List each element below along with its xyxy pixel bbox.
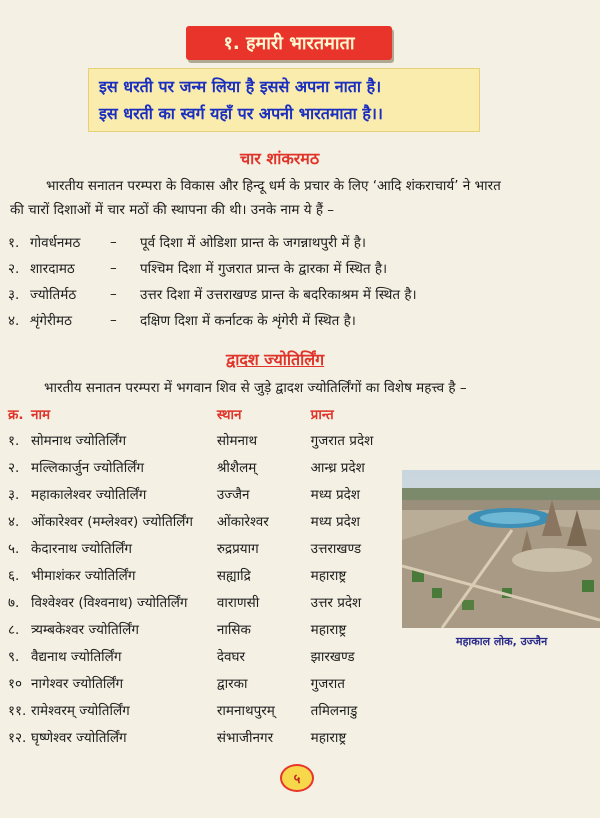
row-number: ११. xyxy=(8,702,27,719)
row-state: उत्तर प्रदेश xyxy=(310,594,362,611)
row-number: ७. xyxy=(8,594,20,611)
row-name: विश्वेश्वर (विश्वनाथ) ज्योतिर्लिंग xyxy=(31,594,188,611)
math-number: १. xyxy=(8,235,20,251)
math-item xyxy=(8,307,588,333)
row-state: मध्य प्रदेश xyxy=(310,513,360,530)
section2-intro: भारतीय सनातन परम्परा में भगवान शिव से जुड़े द्वादश ज्योतिर्लिंगों का विशेष महत्त्व है – xyxy=(44,380,467,396)
math-dash: – xyxy=(110,312,117,328)
math-name: शारदामठ xyxy=(30,261,75,277)
row-state: महाराष्ट्र xyxy=(310,567,347,584)
math-item xyxy=(8,255,588,281)
row-state: आन्ध्र प्रदेश xyxy=(310,459,365,476)
table-row xyxy=(8,588,408,615)
table-row xyxy=(8,669,408,696)
section-heading-char-shankarmath: चार शांकरमठ xyxy=(240,149,320,168)
jyotirling-table xyxy=(8,402,408,750)
poem-line-1: इस धरती पर जन्म लिया है इससे अपना नाता है। xyxy=(99,77,382,96)
math-dash: – xyxy=(110,286,117,302)
row-number: २. xyxy=(8,459,20,476)
chapter-title: १. हमारी भारतमाता xyxy=(186,26,392,60)
math-name: गोवर्धनमठ xyxy=(30,235,81,251)
math-item xyxy=(8,281,588,307)
row-place: श्रीशैलम् xyxy=(216,459,257,476)
row-state: उत्तराखण्ड xyxy=(310,540,362,557)
section1-intro-line-1: भारतीय सनातन परम्परा के विकास और हिन्दू धर्म के प्रचार के लिए ‘आदि शंकराचार्य’ ने भारत xyxy=(46,178,501,194)
row-state: महाराष्ट्र xyxy=(310,621,347,638)
row-state: गुजरात xyxy=(310,675,346,692)
row-number: १. xyxy=(8,432,20,449)
page-number: ५ xyxy=(280,764,314,792)
row-name: ओंकारेश्वर (मम्लेश्वर) ज्योतिर्लिंग xyxy=(31,513,194,530)
row-place: संभाजीनगर xyxy=(216,729,274,746)
table-row xyxy=(8,534,408,561)
table-row xyxy=(8,723,408,750)
table-row xyxy=(8,507,408,534)
row-place: रामनाथपुरम् xyxy=(216,702,275,719)
section-heading-dwadash-jyotirling: द्वादश ज्योतिर्लिंग xyxy=(226,350,325,369)
row-state: तमिलनाडु xyxy=(310,702,358,719)
row-name: घृष्णेश्वर ज्योतिर्लिंग xyxy=(31,729,127,746)
math-description: पूर्व दिशा में ओडिशा प्रान्त के जगन्नाथपुरी में है। xyxy=(140,235,367,251)
math-description: उत्तर दिशा में उत्तराखण्ड प्रान्त के बदरिकाश्रम में स्थित है। xyxy=(140,287,417,303)
row-name: मल्लिकार्जुन ज्योतिर्लिंग xyxy=(31,459,144,476)
table-row xyxy=(8,480,408,507)
math-item xyxy=(8,229,588,255)
table-row xyxy=(8,642,408,669)
table-row xyxy=(8,615,408,642)
math-dash: – xyxy=(110,260,117,276)
row-number: १२. xyxy=(8,729,27,746)
math-number: ४. xyxy=(8,313,20,329)
row-name: नागेश्वर ज्योतिर्लिंग xyxy=(31,675,124,692)
row-place: ओंकारेश्वर xyxy=(216,513,269,530)
math-number: २. xyxy=(8,261,20,277)
row-number: १० xyxy=(8,675,23,692)
row-number: ९. xyxy=(8,648,20,665)
table-header xyxy=(8,402,408,426)
section1-intro-line-2: की चारों दिशाओं में चार मठों की स्थापना की थी। उनके नाम ये हैं – xyxy=(10,202,335,218)
row-place: द्वारका xyxy=(216,675,248,692)
math-description: पश्चिम दिशा में गुजरात प्रान्त के द्वारका में स्थित है। xyxy=(140,261,388,277)
header-number: क्र. xyxy=(8,407,24,423)
row-place: उज्जैन xyxy=(216,486,250,503)
row-place: रुद्रप्रयाग xyxy=(216,540,259,557)
table-row xyxy=(8,696,408,723)
math-name: शृंगेरीमठ xyxy=(30,313,72,329)
row-place: देवघर xyxy=(216,648,246,665)
poem-box xyxy=(88,68,480,132)
row-name: वैद्यनाथ ज्योतिर्लिंग xyxy=(31,648,122,665)
poem-line-2: इस धरती का स्वर्ग यहाँ पर अपनी भारतमाता है।। xyxy=(99,104,383,123)
table-row xyxy=(8,426,408,453)
photo-caption: महाकाल लोक, उज्जैन xyxy=(456,635,548,648)
row-number: ३. xyxy=(8,486,20,503)
header-place: स्थान xyxy=(216,407,242,423)
row-name: सोमनाथ ज्योतिर्लिंग xyxy=(31,432,127,449)
section1-intro xyxy=(10,174,590,222)
row-number: ८. xyxy=(8,621,20,638)
row-name: महाकालेश्वर ज्योतिर्लिंग xyxy=(31,486,147,503)
row-name: रामेश्वरम् ज्योतिर्लिंग xyxy=(31,702,130,719)
row-place: सह्याद्रि xyxy=(216,567,251,584)
header-state: प्रान्त xyxy=(310,407,334,423)
row-place: सोमनाथ xyxy=(216,432,258,449)
row-number: ५. xyxy=(8,540,20,557)
row-place: नासिक xyxy=(216,621,251,638)
row-state: गुजरात प्रदेश xyxy=(310,432,374,449)
math-name: ज्योतिर्मठ xyxy=(30,287,77,303)
row-name: भीमाशंकर ज्योतिर्लिंग xyxy=(31,567,136,584)
row-name: केदारनाथ ज्योतिर्लिंग xyxy=(31,540,132,557)
table-row xyxy=(8,561,408,588)
math-list xyxy=(8,229,588,333)
math-dash: – xyxy=(110,234,117,250)
row-name: त्र्यम्बकेश्वर ज्योतिर्लिंग xyxy=(31,621,139,638)
row-state: महाराष्ट्र xyxy=(310,729,347,746)
math-description: दक्षिण दिशा में कर्नाटक के शृंगेरी में स्थित है। xyxy=(140,313,356,329)
row-number: ६. xyxy=(8,567,20,584)
mahakal-lok-photo-illustration xyxy=(402,470,600,628)
math-number: ३. xyxy=(8,287,20,303)
row-state: मध्य प्रदेश xyxy=(310,486,360,503)
row-state: झारखण्ड xyxy=(310,648,355,665)
header-name: नाम xyxy=(31,407,51,423)
row-place: वाराणसी xyxy=(216,594,260,611)
row-number: ४. xyxy=(8,513,20,530)
table-row xyxy=(8,453,408,480)
mahakal-lok-photo xyxy=(402,470,600,628)
